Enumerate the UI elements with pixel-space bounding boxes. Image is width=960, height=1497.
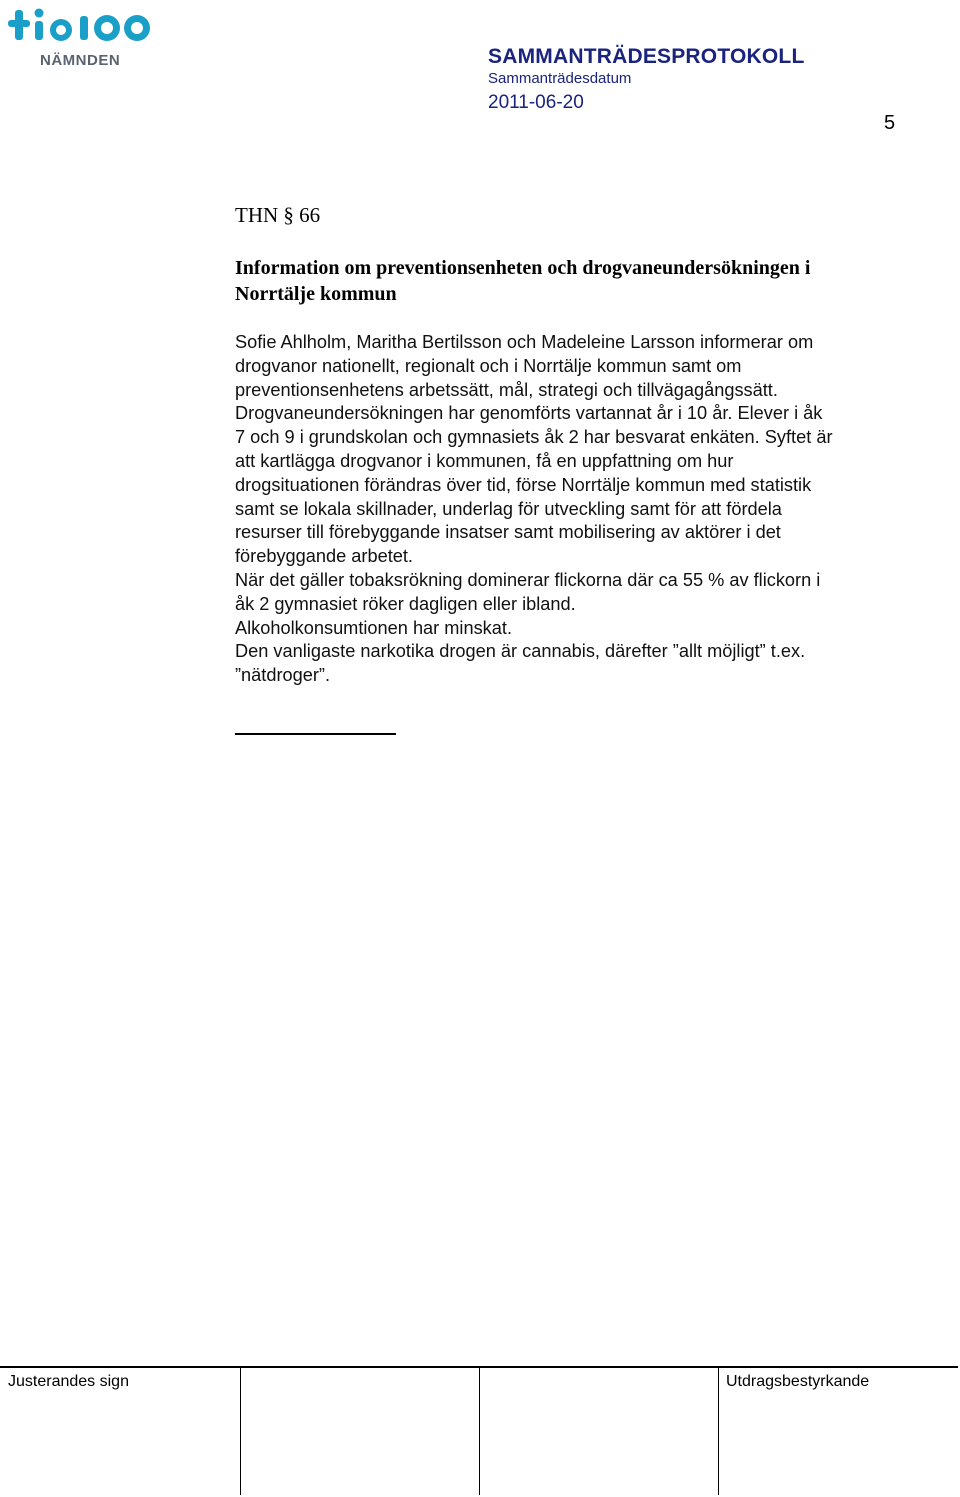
body-line: Sofie Ahlholm, Maritha Bertilsson och Madeleine Larsson informerar om <box>235 332 814 352</box>
tio100-logo-mark <box>6 4 166 70</box>
meeting-date-value: 2011-06-20 <box>488 92 584 113</box>
section-title <box>235 255 915 307</box>
body-line: Alkoholkonsumtionen har minskat. <box>235 617 512 638</box>
body-line: drogvanor nationellt, regionalt och i Norrtälje kommun samt om <box>235 355 742 376</box>
body-line: preventionsenhetens arbetssätt, mål, strategi och tillvägagångssätt. <box>235 379 778 400</box>
section-title-line: Norrtälje kommun <box>235 283 397 305</box>
body-line: drogsituationen förändras över tid, förse Norrtälje kommun med statistik <box>235 474 812 495</box>
body-line: När det gäller tobaksrökning dominerar flickorna där ca 55 % av flickorn i <box>235 569 821 590</box>
body-line: att kartlägga drogvanor i kommunen, få en uppfattning om hur <box>235 450 734 471</box>
signature-footer <box>0 1366 958 1497</box>
svg-text:NÄMNDEN: NÄMNDEN <box>40 52 121 69</box>
body-line: ”nätdroger”. <box>235 665 331 686</box>
body-line: Drogvaneundersökningen har genomförts vartannat år i 10 år. Elever i åk <box>235 403 823 424</box>
body-line: åk 2 gymnasiet röker dagligen eller ibland. <box>235 593 576 614</box>
section-id: THN § 66 <box>235 203 321 227</box>
protocol-header <box>488 44 804 115</box>
section-body <box>235 331 935 688</box>
signature-cell-divider <box>240 1368 241 1495</box>
document-type-title: SAMMANTRÄDESPROTOKOLL <box>488 45 805 68</box>
section-end-rule <box>235 733 396 735</box>
body-line: Den vanligaste narkotika drogen är cannabis, därefter ”allt möjligt” t.ex. <box>235 641 806 662</box>
section-title-line: Information om preventionsenheten och drogvaneundersökningen i <box>235 257 811 279</box>
utdragsbestyrkande-label: Utdragsbestyrkande <box>726 1373 870 1390</box>
body-line: samt se lokala skillnader, underlag för utveckling samt för att fördela <box>235 498 782 519</box>
tio100-namnden-logo <box>6 4 166 70</box>
justerandes-sign-label: Justerandes sign <box>8 1373 129 1390</box>
body-line: 7 och 9 i grundskolan och gymnasiets åk 2 har besvarat enkäten. Syftet är <box>235 427 833 448</box>
meeting-date-label: Sammanträdesdatum <box>488 70 632 87</box>
body-line: förebyggande arbetet. <box>235 546 413 567</box>
page-number: 5 <box>884 112 896 134</box>
signature-cell-divider <box>479 1368 480 1495</box>
body-line: resurser till förebyggande insatser samt mobilisering av aktörer i det <box>235 522 781 543</box>
signature-cell-divider <box>718 1368 719 1495</box>
